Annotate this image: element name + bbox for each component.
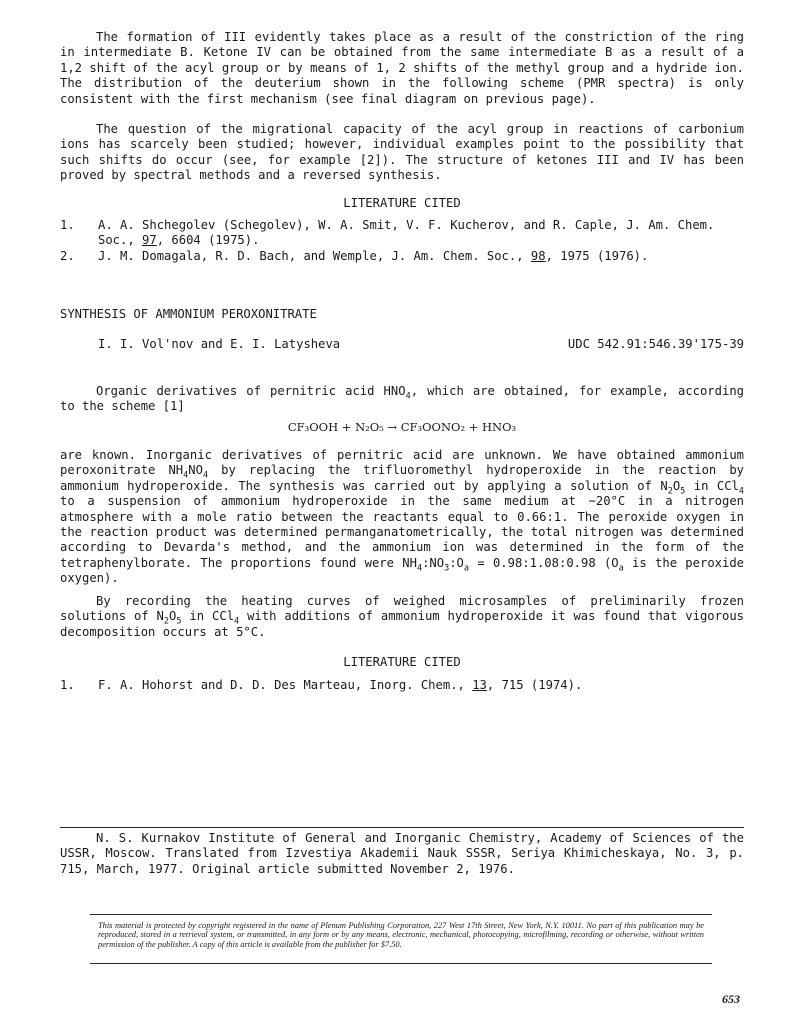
affiliation-note xyxy=(60,831,744,877)
reference-authors: A. A. Shchegolev (Schegolev), W. A. Smit, V. F. Kucherov, and R. Caple, J. Am. Chem. Soc., xyxy=(98,218,715,248)
subscript: 4 xyxy=(416,563,423,574)
affiliation-text: N. S. Kurnakov Institute of General and Inorganic Chemistry, Academy of Sciences of the USSR, Moscow. Translated from Izvestiya Akademii Nauk SSSR, Seriya Khimicheskaya, No. 3, p. 715, March, 1977. Original article submitted November 2, 1976. xyxy=(60,831,744,876)
reference-number: 2. xyxy=(60,248,75,263)
article-main xyxy=(60,448,744,587)
reference-text xyxy=(98,218,744,249)
reference-authors: F. A. Hohorst and D. D. Des Marteau, Inorg. Chem., xyxy=(98,678,473,692)
text-run: in CCl xyxy=(181,609,235,624)
subscript: 4 xyxy=(202,470,209,481)
text-run: in CCl xyxy=(685,478,739,493)
subscript: 3 xyxy=(444,563,450,574)
reference-volume: 13 xyxy=(472,678,487,692)
text-run: by replacing the trifluoromethyl hydroperoxide in the reaction by ammonium hydroperoxide. The synthesis was carried out by applying a solution of N xyxy=(60,463,744,493)
reference-volume: 97 xyxy=(142,233,157,248)
reference-volume: 98 xyxy=(530,248,546,263)
author-names: I. I. Vol'nov and E. I. Latysheva xyxy=(98,337,341,351)
text-run: = 0.98:1.08:0.98 (O xyxy=(469,555,619,570)
text-run: O xyxy=(672,478,681,493)
top-article-body xyxy=(60,30,744,107)
article-title: SYNTHESIS OF AMMONIUM PEROXONITRATE xyxy=(60,307,317,321)
reference-pages: , 6604 (1975). xyxy=(156,233,260,248)
reference-text xyxy=(98,678,744,693)
text-run: :NO xyxy=(422,555,445,570)
subscript: 4 xyxy=(405,391,411,402)
subscript: a xyxy=(618,563,624,574)
subscript: 2 xyxy=(163,616,170,627)
reference-item xyxy=(60,218,744,249)
reference-number: 1. xyxy=(60,678,75,692)
subscript: 4 xyxy=(738,486,744,497)
subscript: 5 xyxy=(176,616,182,627)
subscript: a xyxy=(463,563,470,574)
text-run: is the peroxide oxygen). xyxy=(60,555,745,586)
footnote-rule xyxy=(60,827,744,828)
reference-item xyxy=(60,249,744,264)
literature-heading: LITERATURE CITED xyxy=(343,196,461,210)
text-run: to a suspension of ammonium hydroperoxide in the same medium at −20°C in a nitrogen atmosphere with a mole ratio between the reactants equal to 0.66:1. The peroxide oxygen in the reaction product was determined permanganatometrically, the total nitrogen was determined according to Devarda's method, and the ammonium ion was determined in the form of the tetraphenylborate. The proportions found were NH xyxy=(60,494,744,570)
paragraph-mechanism: The formation of III evidently takes place as a result of the constriction of the ring in intermediate B. Ketone IV can be obtained from the same intermediate B as a result of a 1,2 shift of the acyl group or by means of 1, 2 shifts of the methyl group and a hydride ion. The distribution of the deuterium shown in the following scheme (PMR spectra) is only consistent with the first mechanism (see final diagram on previous page). xyxy=(60,30,744,106)
text-run: Organic derivatives of pernitric acid HNO xyxy=(96,384,406,398)
subscript: 2 xyxy=(667,486,673,497)
text-run: NO xyxy=(188,463,203,478)
reference-number: 1. xyxy=(60,218,75,232)
text-run: , which are obtained, for example, according to the scheme [1] xyxy=(60,384,744,414)
paragraph-migration: The question of the migrational capacity of the acyl group in reactions of carbonium ions has scarcely been studied; however, individual examples point to the possibility that such shifts do occur (see, for example [2]). The structure of ketones III and IV has been proved by spectral methods and a reversed synthesis. xyxy=(60,122,744,183)
copyright-text: This material is protected by copyright registered in the name of Plenum Publishing Corporation, 227 West 17th Street, New York, N.Y. 10011. No part of this publication may be reproduced, stored in a retrieval system, or transmitted, in any form or by any means, electronic, mechanical, photocopying, microfilming, recording or otherwise, without written permission of the publisher. A copy of this article is available from the publisher for $7.50. xyxy=(98,921,704,949)
subscript: 4 xyxy=(234,616,240,627)
byline xyxy=(60,337,744,352)
top-article-body-2 xyxy=(60,122,744,184)
paragraph-organic-derivatives xyxy=(60,384,744,415)
article-reference-list xyxy=(60,678,744,693)
literature-heading-2: LITERATURE CITED xyxy=(343,655,461,669)
paragraph-heating-curves xyxy=(60,594,744,640)
text-run: with additions of ammonium hydroperoxide it was found that vigorous decomposition occurs at 5°C. xyxy=(60,609,744,639)
page-number: 653 xyxy=(722,992,740,1006)
text-run: are known. Inorganic derivatives of pernitric acid are unknown. We have obtained ammonium peroxonitrate NH xyxy=(60,448,744,478)
text-run: :O xyxy=(449,555,464,570)
reference-authors: J. M. Domagala, R. D. Bach, and Wemple, J. Am. Chem. Soc., xyxy=(98,248,531,263)
copyright-notice xyxy=(90,914,712,964)
subscript: 4 xyxy=(183,470,189,481)
reaction-equation: CF₃OOH + N₂O₅ → CF₃OONO₂ + HNO₃ xyxy=(287,420,517,434)
text-run: By recording the heating curves of weighed microsamples of preliminarily frozen solutions of N xyxy=(60,594,744,624)
reference-pages: , 715 (1974). xyxy=(486,678,583,692)
reference-text xyxy=(98,249,744,264)
article-heating xyxy=(60,594,744,640)
top-reference-list xyxy=(60,218,744,264)
udc-code: UDC 542.91:546.39'175-39 xyxy=(567,337,744,351)
subscript: 5 xyxy=(680,486,686,497)
reference-item xyxy=(60,678,744,693)
reference-pages: , 1975 (1976). xyxy=(545,248,649,263)
text-run: O xyxy=(169,609,177,624)
paragraph-synthesis xyxy=(60,448,744,587)
article-intro xyxy=(60,384,744,415)
